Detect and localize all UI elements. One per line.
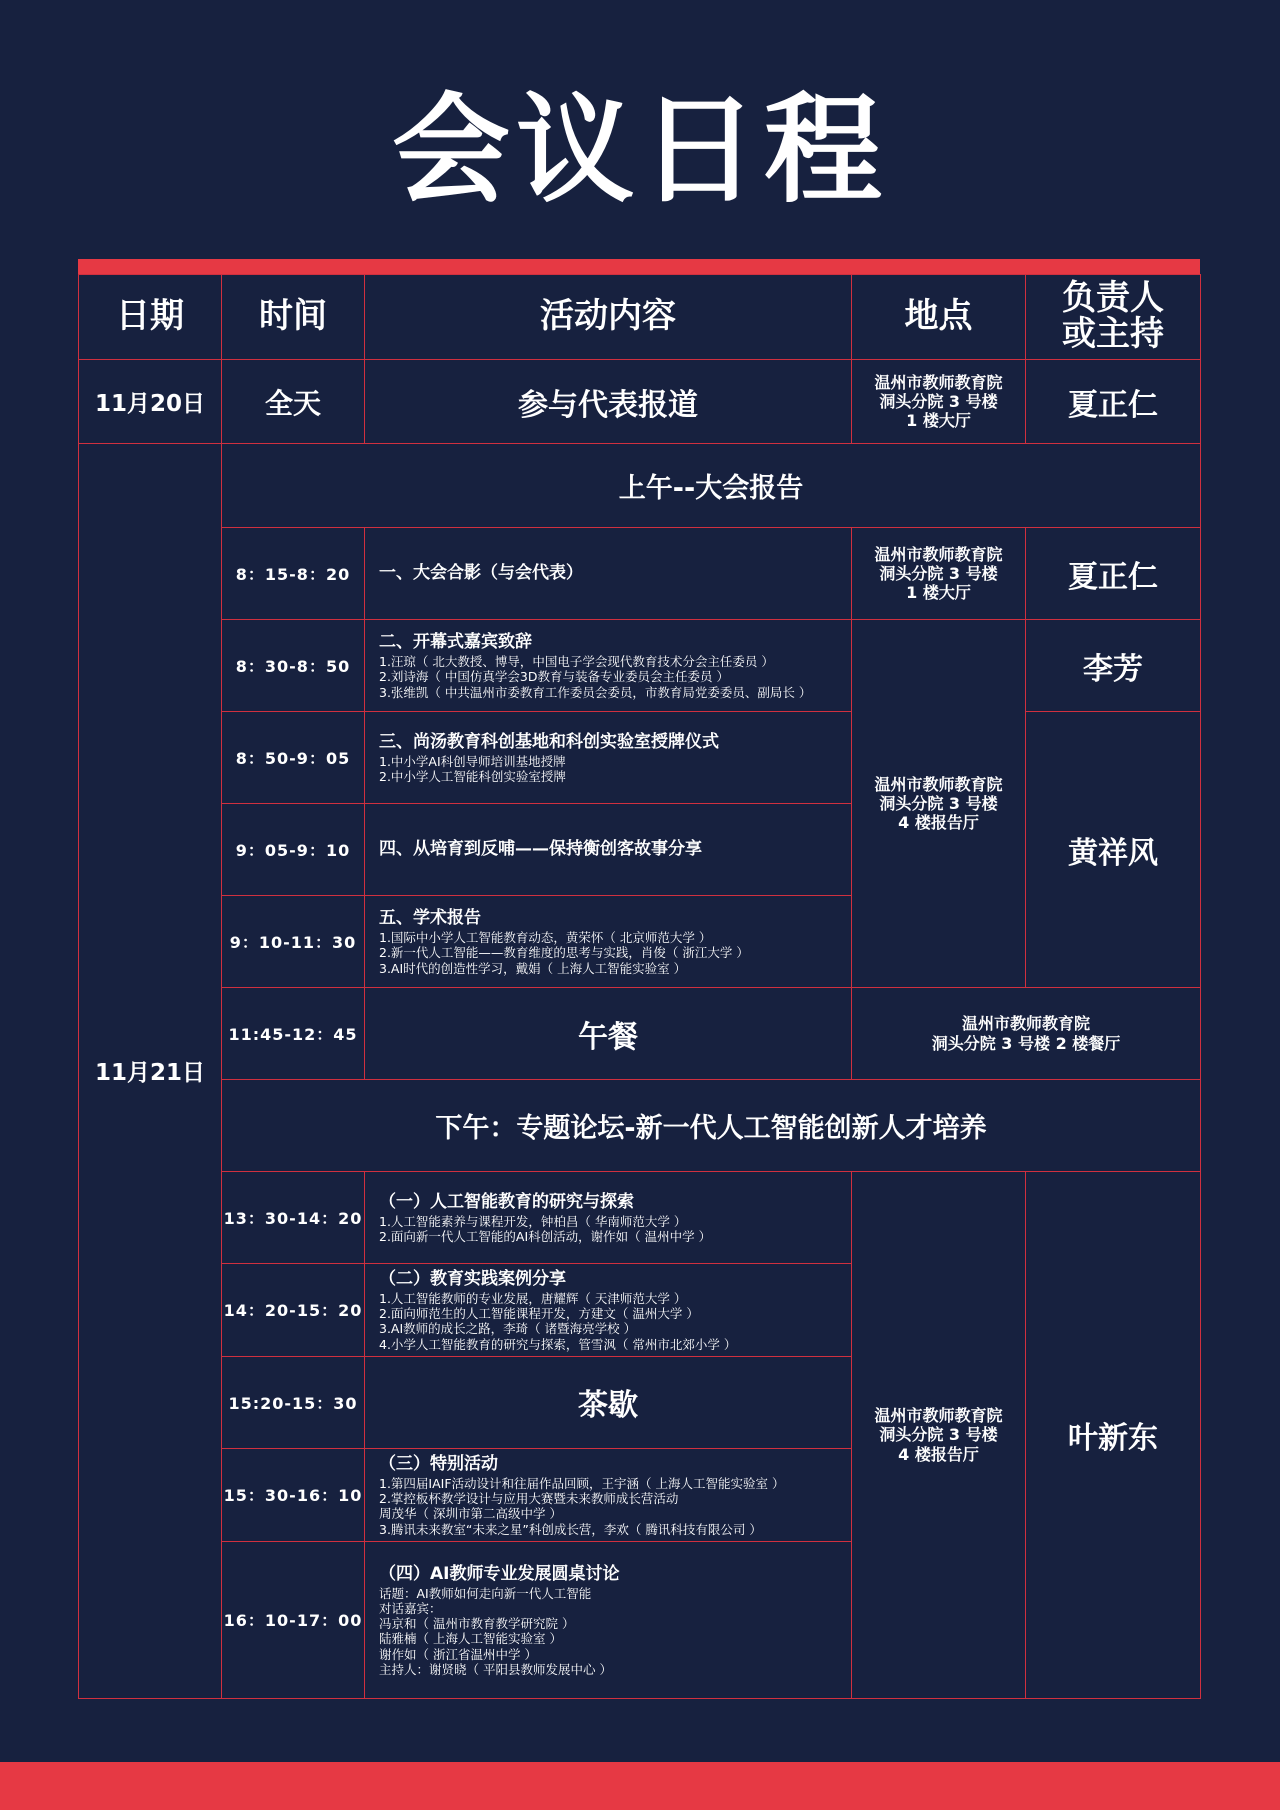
activity-title: 参与代表报道	[365, 360, 852, 444]
activity-line: 话题：AI教师如何走向新一代人工智能	[379, 1585, 592, 1601]
host-cell: 李芳	[1026, 620, 1201, 712]
activity-line: 3.腾讯未来教室“未来之星”科创成长营，李欢（ 腾讯科技有限公司 ）	[379, 1521, 762, 1537]
activity-line: 1.汪琼（ 北大教授、博导，中国电子学会现代教育技术分会主任委员 ）	[379, 654, 774, 670]
location-line: 温州市教师教育院	[874, 774, 1003, 794]
time-cell: 8：15-8：20	[222, 528, 365, 620]
location-line: 4 楼报告厅	[898, 1444, 979, 1464]
top-accent-bar	[78, 259, 1200, 274]
location-cell	[852, 988, 1201, 1080]
activity-title: 午餐	[365, 988, 852, 1080]
time-cell: 13：30-14：20	[222, 1172, 365, 1264]
date-cell: 11月21日	[79, 444, 222, 1699]
activity-line: 2.面向新一代人工智能的AI科创活动，谢作如（ 温州中学 ）	[379, 1228, 712, 1244]
section-title: 上午--大会报告	[222, 444, 1201, 528]
activity-line: 2.面向师范生的人工智能课程开发，方建文（ 温州大学 ）	[379, 1306, 699, 1322]
date-cell: 11月20日	[79, 360, 222, 444]
section-title: 下午：专题论坛-新一代人工智能创新人才培养	[222, 1080, 1201, 1172]
location-cell	[852, 620, 1026, 988]
activity-line: 主持人：谢贤晓（ 平阳县教师发展中心 ）	[379, 1661, 612, 1677]
time-cell: 9：10-11：30	[222, 896, 365, 988]
activity-line: 冯京和（ 温州市教育教学研究院 ）	[379, 1616, 575, 1632]
header-location: 地点	[852, 275, 1026, 360]
time-cell: 15：30-16：10	[222, 1448, 365, 1541]
time-cell: 16：10-17：00	[222, 1541, 365, 1698]
activity-line: 谢作如（ 浙江省温州中学 ）	[379, 1646, 537, 1662]
activity-line: 2.掌控板杯教学设计与应用大赛暨未来教师成长营活动	[379, 1491, 679, 1507]
header-row	[79, 275, 1201, 360]
time-cell: 11:45-12：45	[222, 988, 365, 1080]
location-cell	[852, 1172, 1026, 1699]
section-row	[79, 1080, 1201, 1172]
time-cell: 8：30-8：50	[222, 620, 365, 712]
location-cell	[852, 360, 1026, 444]
activity-line: 对话嘉宾：	[379, 1600, 442, 1616]
host-cell: 黄祥风	[1026, 712, 1201, 988]
activity-title: 茶歇	[365, 1356, 852, 1448]
table-row	[79, 360, 1201, 444]
activity-cell	[365, 528, 852, 620]
header-date: 日期	[79, 275, 222, 360]
activity-cell	[365, 1172, 852, 1264]
header-host-line2: 或主持	[1062, 314, 1164, 354]
activity-line: 周茂华（ 深圳市第二高级中学 ）	[379, 1506, 562, 1522]
activity-line: 2.中小学人工智能科创实验室授牌	[379, 768, 566, 784]
location-line: 1 楼大厅	[906, 411, 971, 431]
activity-line: 1.人工智能素养与课程开发，钟柏昌（ 华南师范大学 ）	[379, 1213, 687, 1229]
activity-cell	[365, 1264, 852, 1357]
host-cell: 叶新东	[1026, 1172, 1201, 1699]
activity-line: 3.AI时代的创造性学习，戴娟（ 上海人工智能实验室 ）	[379, 960, 687, 976]
activity-title: 二、开幕式嘉宾致辞	[379, 632, 532, 653]
activity-line: 3.AI教师的成长之路，李琦（ 诸暨海亮学校 ）	[379, 1321, 637, 1337]
activity-title: （三）特别活动	[379, 1453, 498, 1474]
time-cell: 8：50-9：05	[222, 712, 365, 804]
location-line: 温州市教师教育院	[874, 1406, 1003, 1426]
table-row	[79, 1172, 1201, 1264]
time-cell: 14：20-15：20	[222, 1264, 365, 1357]
table-row	[79, 712, 1201, 804]
location-line: 洞头分院 3 号楼	[879, 793, 998, 813]
location-line: 1 楼大厅	[906, 583, 971, 603]
activity-line: 3.张维凯（ 中共温州市委教育工作委员会委员，市教育局党委委员、副局长 ）	[379, 684, 812, 700]
host-cell: 夏正仁	[1026, 528, 1201, 620]
header-host	[1026, 275, 1201, 360]
location-line: 洞头分院 3 号楼	[879, 391, 998, 411]
table-row	[79, 988, 1201, 1080]
activity-title: （四）AI教师专业发展圆桌讨论	[379, 1563, 620, 1584]
activity-cell	[365, 804, 852, 896]
activity-title: 四、从培育到反哺——保持衡创客故事分享	[379, 839, 702, 860]
header-activity: 活动内容	[365, 275, 852, 360]
activity-line: 陆雅楠（ 上海人工智能实验室 ）	[379, 1631, 562, 1647]
section-row	[79, 444, 1201, 528]
location-line: 温州市教师教育院	[961, 1014, 1090, 1034]
schedule-table	[78, 274, 1201, 1699]
host-cell: 夏正仁	[1026, 360, 1201, 444]
location-line: 温州市教师教育院	[874, 372, 1003, 392]
location-cell	[852, 528, 1026, 620]
location-line: 洞头分院 3 号楼	[879, 563, 998, 583]
activity-line: 4.小学人工智能教育的研究与探索，管雪沨（ 常州市北郊小学 ）	[379, 1336, 737, 1352]
activity-line: 1.国际中小学人工智能教育动态，黄荣怀（ 北京师范大学 ）	[379, 930, 712, 946]
activity-title: （二）教育实践案例分享	[379, 1269, 566, 1289]
activity-line: 2.新一代人工智能——教育维度的思考与实践，肖俊（ 浙江大学 ）	[379, 945, 749, 961]
bottom-accent-bar	[0, 1762, 1280, 1810]
activity-title: 一、大会合影（与会代表）	[379, 563, 583, 584]
activity-cell	[365, 896, 852, 988]
header-time: 时间	[222, 275, 365, 360]
activity-cell	[365, 1541, 852, 1698]
location-line: 4 楼报告厅	[898, 813, 979, 833]
activity-title: 五、学术报告	[379, 908, 481, 929]
table-row	[79, 620, 1201, 712]
header-host-line1: 负责人	[1062, 278, 1164, 319]
time-cell: 15:20-15：30	[222, 1356, 365, 1448]
location-line: 洞头分院 3 号楼 2 楼餐厅	[931, 1033, 1121, 1053]
activity-title: （一）人工智能教育的研究与探索	[379, 1191, 634, 1212]
activity-title: 三、尚汤教育科创基地和科创实验室授牌仪式	[379, 731, 719, 752]
activity-cell	[365, 1448, 852, 1541]
activity-line: 1.第四届IAIF活动设计和往届作品回顾，王宇涵（ 上海人工智能实验室 ）	[379, 1475, 785, 1491]
location-line: 洞头分院 3 号楼	[879, 1425, 998, 1445]
activity-cell	[365, 712, 852, 804]
activity-line: 1.人工智能教师的专业发展，唐耀辉（ 天津师范大学 ）	[379, 1290, 687, 1306]
table-row	[79, 528, 1201, 620]
activity-line: 2.刘诗海（ 中国仿真学会3D教育与装备专业委员会主任委员 ）	[379, 669, 729, 685]
time-cell: 全天	[222, 360, 365, 444]
page-title: 会议日程	[391, 81, 888, 219]
time-cell: 9：05-9：10	[222, 804, 365, 896]
activity-cell	[365, 620, 852, 712]
location-line: 温州市教师教育院	[874, 544, 1003, 564]
activity-line: 1.中小学AI科创导师培训基地授牌	[379, 753, 566, 769]
